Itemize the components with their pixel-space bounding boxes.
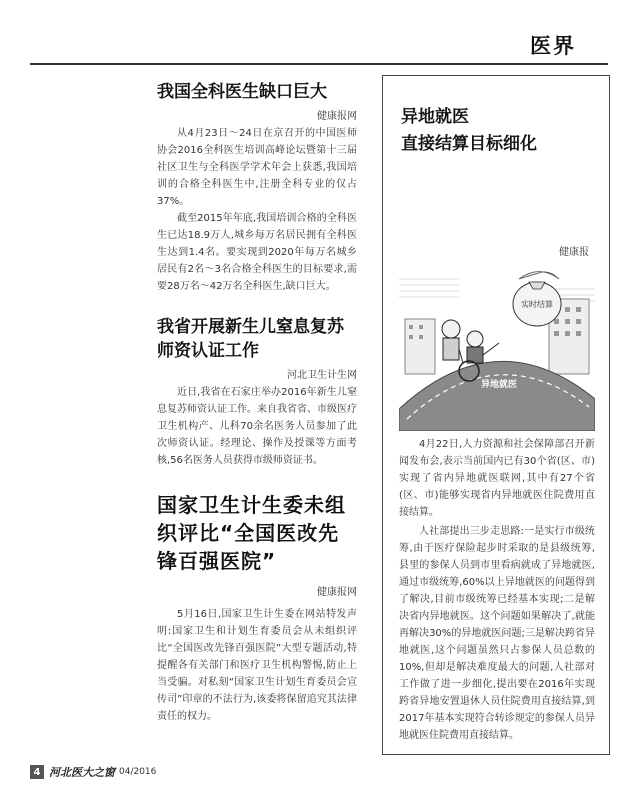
article-source: 健康报网 bbox=[317, 111, 357, 122]
header-rule bbox=[30, 63, 608, 65]
page-footer bbox=[30, 764, 156, 780]
article-neonatal bbox=[157, 315, 357, 469]
article-source: 河北卫生计生网 bbox=[287, 370, 357, 381]
feature-title bbox=[401, 104, 601, 158]
feature-title-line2: 直接结算目标细化 bbox=[401, 134, 537, 154]
article-paragraph: 从4月23日～24日在京召开的中国医师协会2016全科医生培训高峰论坛暨第十三届社区卫生与全科医学学术年会上获悉,我国培训的合格全科医生中,注册全科专业的仅占37%。 bbox=[157, 128, 357, 207]
article-paragraph: 近日,我省在石家庄举办2016年新生儿窒息复苏师资认证工作。来自我省省、市级医疗卫生机构产、儿科70余名医务人员参加了此次师资认证。经理论、操作及授课等方面考核,56名医务人员获得市级师资证书。 bbox=[157, 387, 357, 466]
feature-source: 健康报 bbox=[559, 247, 589, 258]
issue-number: 04/2016 bbox=[119, 767, 157, 777]
article-paragraph: 截至2015年年底,我国培训合格的全科医生已达18.9万人,城乡每万名居民拥有全科医生达到1.4名。要实现到2020年每万名城乡居民有2名～3名合格全科医生的目标要求,需要28万名～42万名全科医生,缺口巨大。 bbox=[157, 213, 357, 292]
article-title: 国家卫生计生委未组织评比“全国医改先锋百强医院” bbox=[157, 493, 346, 573]
bag-label: 实时结算 bbox=[521, 300, 553, 309]
magazine-name: 河北医大之窗 bbox=[49, 766, 115, 779]
article-paragraph: 5月16日,国家卫生计生委在网站特发声明:国家卫生和计划生育委员会从未组织评比“全国医改先锋百强医院”大型专题活动,特提醒各有关部门和医疗卫生机构警惕,防止上当受骗。对私刻“国家卫生计划生育委员会宣传司”印章的不法行为,该委将保留追究其法律责任的权力。 bbox=[157, 609, 357, 722]
road-label: 异地就医 bbox=[480, 380, 518, 390]
article-source: 健康报网 bbox=[317, 587, 357, 598]
feature-paragraph: 人社部提出三步走思路:一是实行市级统筹,由于医疗保险起步时采取的是县级统筹,县里的参保人员到市里看病就成了异地就医,通过市级统筹,60%以上异地就医的问题得到了解决,目前市级统筹已经基本实现;二是解决省内异地就医。这个问题如果解决了,就能再解决30%的异地就医问题;三是解决跨省异地就医,这个问题虽然只占参保人员总数的10%,但却是解决难度最大的问题,人社部对工作做了进一步细化,提出要在2016年实现跨省异地安置退休人员住院费用直接结算,到2017年基本实现符合转诊规定的参保人员异地就医住院费用直接结算。 bbox=[399, 526, 595, 741]
cartoon-illustration bbox=[399, 259, 595, 431]
article-gp-shortage bbox=[157, 80, 357, 295]
feature-title-line1: 异地就医 bbox=[401, 107, 469, 127]
money-bag-icon bbox=[513, 272, 561, 327]
article-title: 我国全科医生缺口巨大 bbox=[157, 82, 327, 102]
left-column bbox=[157, 80, 357, 735]
article-fake-award bbox=[157, 491, 357, 725]
article-title: 我省开展新生儿窒息复苏师资认证工作 bbox=[157, 317, 344, 361]
page-number: 4 bbox=[30, 765, 44, 779]
feature-paragraph: 4月22日,人力资源和社会保障部召开新闻发布会,表示当前国内已有30个省(区、市)实现了省内异地就医联网,其中有27个省(区、市)能够实现省内异地就医住院费用直接结算。 bbox=[399, 439, 595, 518]
section-title: 医界 bbox=[530, 34, 576, 58]
feature-box bbox=[382, 75, 610, 755]
